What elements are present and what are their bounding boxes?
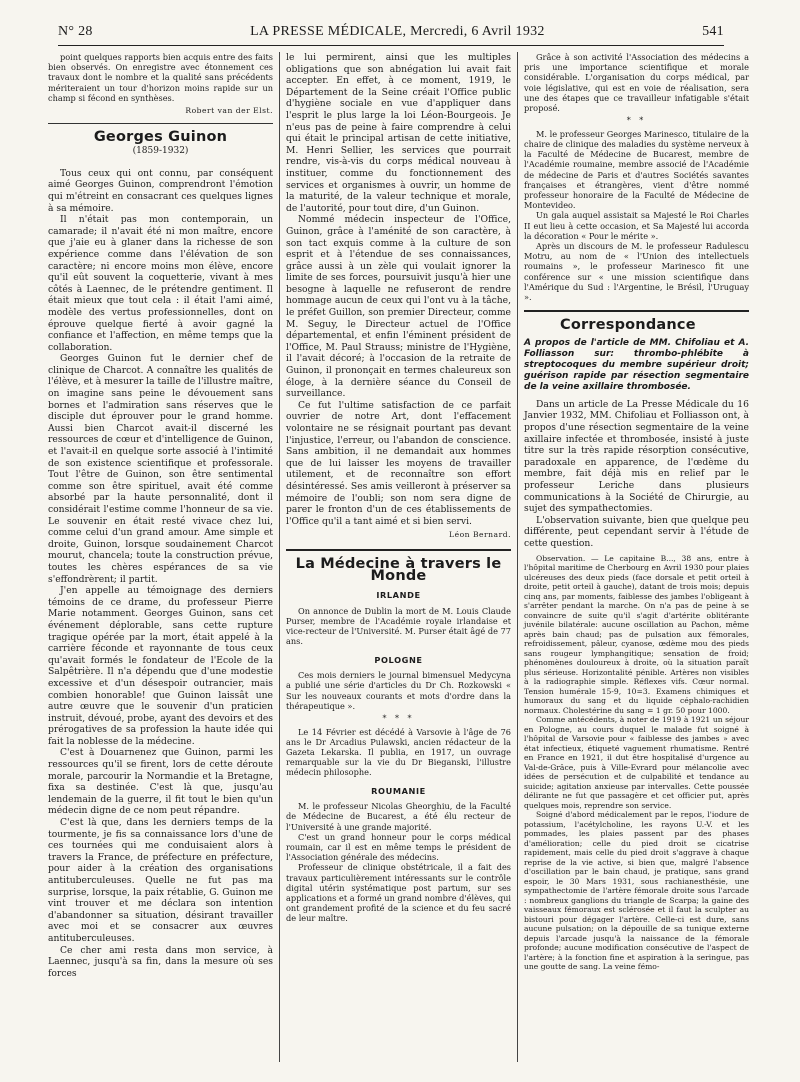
paragraph: C'est à Douarnenez que Guinon, parmi les ressources qu'il se firent, lors de cette déroute morale, parcourir la Normandie et la Bretagne, fixa sa destinée. C'est là que, jusqu'au lendemain de la guerre, il fit tout le bien qu'un médecin digne de ce nom peut répandre.: [48, 747, 273, 817]
correspondance-subject: A propos de l'article de MM. Chifoliau et A. Folliasson sur: thrombo-phlébite à streptocoques du membre supérieur droit; guérison rapide par résection segmentaire de la veine axillaire thrombosée.: [524, 337, 749, 392]
paragraph: Ce fut l'ultime satisfaction de ce parfait ouvrier de notre Art, dont l'effacement volontaire ne se résignait pourtant pas devant l'injustice, l'erreur, ou l'abandon de conscience. Sans ambition, il ne demandait aux hommes que de lui laisser les moyens de travailler utilement, et de reconnaître son effort désintéressé. Ses amis veilleront à préserver sa mémoire de l'oubli; son nom sera digne de parer le fronton d'un de ces établissements de l'Office qu'il a tant aimé et si bien servi.: [286, 399, 511, 527]
news-item: Professeur de clinique obstétricale, il a fait des travaux particulièrement intéressants sur le contrôle digital utérin systématique post partum, sur ses applications et a formé un grand nombre d'élèves, qui ont grandement profité de la science et du feu sacré de leur maître.: [286, 862, 511, 924]
issue-number: N° 28: [58, 24, 93, 39]
divider: [524, 310, 749, 312]
article-signature: Léon Bernard.: [449, 530, 511, 540]
news-item: C'est un grand honneur pour le corps médical roumain, car il est en même temps le président de l'Association générale des médecins.: [286, 831, 511, 863]
correspondance-title: Correspondance: [560, 317, 696, 334]
news-item: Grâce à son activité l'Association des médecins a pris une importance scientifique et morale considérable. L'organisation du corps médical, par voie législative, qui est en voie de réalisation, sera une des étapes que ce travailleur infatigable s'était proposé.: [524, 52, 749, 114]
observation-text: Soigné d'abord médicalement par le repos, l'iodure de potassium, l'acétylcholine, les rayons U.-V. et les pommades, les plaies passent par des phases d'amélioration; celle du pied droit se cicatrise rapidement, mais celle du pied droit s'aggrave à chaque reprise de la vie active, si bien que, malgré l'absence d'oscillation par le bain chaud, je pratique, sans grand espoir, le 30 Mars 1931, sous rachianesthésie, une sympathectomie de l'artère fémorale droite sous l'arcade : nombreux ganglions du triangle de Scarpa; la gaine des vaisseaux fémoraux est sclérosée et il faut la sculpter au bistouri pour dégager l'artère. Celle-ci est dure, sans aucune pulsation; on la dépouille de sa tunique externe depuis l'arcade jusqu'à la naissance de la fémorale profonde; aucune modification consécutive de l'aspect de l'artère; à la fonction fine et aspiration à la seringue, pas une goutte de sang. La veine fémo-: [524, 810, 749, 972]
article-dates: (1859-1932): [132, 146, 189, 157]
intro-text: point quelques rapports bien acquis entre des faits bien observés. On enregistre avec étonnement ces travaux dont le nombre et la qualité sans précédents mériteraient un tour d'horizon moins rapide sur un champ si fécond en synthèses.: [48, 52, 273, 103]
page-number: 541: [702, 24, 724, 39]
country-heading-roumanie: ROUMANIE: [371, 785, 426, 796]
running-header: [58, 20, 724, 44]
paragraph: Ce cher ami resta dans mon service, à Laennec, jusqu'à sa fin, dans la mesure où ses forces: [48, 944, 273, 979]
paragraph: C'est là que, dans les derniers temps de la tourmente, je fis sa connaissance lors d'une de ces tournées qui me conduisaient alors à travers la France, de préfecture en préfecture, pour aider à la création des organisations antituberculeuses. Quelle ne fut pas ma surprise, lorsque, la paix rétablie, G. Guinon me vint trouver et me déclara son intention d'abandonner sa situation, désirant travailler avec moi et se consacrer aux œuvres antituberculeuses.: [48, 817, 273, 944]
paragraph: Il n'était pas mon contemporain, un camarade; il n'avait été ni mon maître, encore que j'aie eu à glaner dans la richesse de son expérience comme dans l'élévation de son caractère; ni encore moins mon élève, encore qu'il eût souvent la coquetterie, vivant à mes côtés à Laennec, de le prétendre gentiment. Il était mieux que tout cela : il était l'ami aimé, modèle des vertus professionnelles, dont on éprouve quelque fierté à avoir gagné la confiance et l'affection, en même temps que la collaboration.: [48, 214, 273, 353]
divider: [48, 123, 273, 124]
paragraph: L'observation suivante, bien que quelque peu différente, peut cependant servir à l'étude de cette question.: [524, 514, 749, 549]
paragraph: le lui permirent, ainsi que les multiples obligations que son abnégation lui avait fait accepter. En effet, à ce moment, 1919, le Département de la Seine créait l'Office public d'hygiène sociale en vue d'appliquer dans l'esprit le plus large la loi Léon-Bourgeois. Je n'eus pas de peine à faire comprendre à celui qui était le principal artisan de cette initiative, M. Henri Sellier, les services que pourrait rendre, vis-à-vis du corps médical nouveau à instituer, comme du fonctionnement des services et organismes à ouvrir, un homme de la maturité, de la valeur technique et morale, de l'autorité, pour tout dire, d'un Guinon.: [286, 52, 511, 214]
column-divider-2: [517, 52, 518, 1062]
observation-text: Comme antécédents, à noter de 1919 à 1921 un séjour en Pologne, au cours duquel le malade fut soigné à l'hôpital de Varsovie pour « faiblesse des jambes » avec état infectieux, étiqueté vaguement rhumatisme. Rentré en France en 1921, il dut être hospitalisé d'urgence au Val-de-Grâce, puis à Ville-Evrard pour mélancolie avec idées de persécution et de culpabilité et tendance au suicide; agitation anxieuse par intervalles. Cette poussée délirante ne fut que passagère et cet officier put, après quelques mois, reprendre son service.: [524, 715, 749, 810]
paragraph: J'en appelle au témoignage des derniers témoins de ce drame, du professeur Pierre Marie notamment. Georges Guinon, sans cet événement déplorable, sans cette rupture tragique opérée par la mort, était appelé à la carrière féconde et rayonnante de tous ceux qu'avait formés le fondateur de l'Ecole de la Salpêtrière. Il n'a dépendu que d'une modestie excessive et d'un désespoir outrancier, mais combien honorable! que Guinon laissât une autre œuvre que le souvenir d'un praticien instruit, dévoué, probe, ayant des devoirs et des prérogatives de sa profession la haute idée qui fait la noblesse de la médecine.: [48, 585, 273, 747]
column-1: [48, 52, 273, 979]
news-item: Après un discours de M. le professeur Radulescu Motru, au nom de « l'Union des intellectuels roumains », le professeur Marinesco fit une conférence sur « une mission scientifique dans l'Amérique du Sud : l'Argentine, le Brésil, l'Uruguay ».: [524, 241, 749, 303]
paragraph: Dans un article de La Presse Médicale du 16 Janvier 1932, MM. Chifoliau et Folliasson ont, à propos d'une résection segmentaire de la veine axillaire infectée et thrombosée, insisté à juste titre sur la très rapide résorption consécutive, paradoxale en apparence, de l'œdème du membre, fait déjà mis en relief par le professeur Leriche dans plusieurs communications à la Société de Chirurgie, au sujet des sympathectomies.: [524, 398, 749, 515]
intro-signature: Robert van der Elst.: [185, 106, 273, 116]
news-item: Le 14 Février est décédé à Varsovie à l'âge de 76 ans le Dr Arcadius Pulawski, ancien rédacteur de la Gazeta Lekarska. Il publia, en 1917, un ouvrage remarquable sur la vie du Dr Bieganski, l'illustre médecin philosophe.: [286, 726, 511, 778]
section-title: La Médecine à travers le Monde: [295, 555, 502, 584]
column-2: [286, 52, 511, 924]
country-heading-pologne: POLOGNE: [374, 654, 423, 665]
separator-stars: * *: [626, 116, 647, 126]
separator-stars: * * *: [382, 713, 415, 723]
divider: [286, 549, 511, 551]
news-item: M. le professeur Georges Marinesco, titulaire de la chaire de clinique des maladies du système nerveux à la Faculté de Médecine de Bucarest, membre de l'Académie roumaine, membre associé de l'Académie de médecine de Paris et d'autres Sociétés savantes françaises et étrangères, vient d'être nommé professeur honoraire de la Faculté de Médecine de Montevideo.: [524, 128, 749, 211]
news-item: Ces mois derniers le journal bimensuel Medycyna a publié une série d'articles du Dr Ch. Rozkowski « Sur les nouveaux courants et mots d'ordre dans la thérapeutique ».: [286, 670, 511, 711]
column-divider-1: [279, 52, 280, 1062]
article-title: Georges Guinon: [93, 128, 228, 145]
observation-text: Observation. — Le capitaine B..., 38 ans, entre à l'hôpital maritime de Cherbourg en Avril 1930 pour plaies ulcéreuses des deux pieds (face dorsale et petit orteil à droite, petit orteil à gauche), datant de trois mois; depuis cinq ans, par moments, faiblesse des jambes l'obligeant à s'arrêter pendant la marche. On n'a pas de peine à se convaincre de suite qu'il s'agit d'artérite oblitérante juvénile bilatérale: aucune oscillation au Pachon, même après bain chaud; pas de pulsation aux fémorales, refroidissement, pâleur, cyanose, œdème mou des pieds sans rougeur lymphangitique; sensation de froid; phénomènes douloureux à droite, où la situation paraît plus sérieuse. Horizontalité pénible. Artères non visibles à la radiographie simple. Réflexes vifs. Cœur normal. Tension humérale 15-9, 10=3. Examens chimiques et humoraux du sang et du liquide céphalo-rachidien normaux. Cholestérine du sang = 1 gr. 50 pour 1000.: [524, 553, 749, 715]
country-heading-irlande: IRLANDE: [376, 590, 421, 601]
news-item: M. le professeur Nicolas Gheorghiu, de la Faculté de Médecine de Bucarest, a été élu recteur de l'Université à une grande majorité.: [286, 801, 511, 832]
paragraph: Georges Guinon fut le dernier chef de clinique de Charcot. A connaître les qualités de l'élève, et à mesurer la taille de l'illustre maître, on imagine sans peine le dévouement sans bornes et l'admiration sans réserves que le disciple dut éprouver pour le grand homme. Aussi bien Charcot avait-il discerné les ressources de cœur et d'intelligence de Guinon, et l'avait-il en quelque sorte associé à l'intimité de son existence scientifique et professorale. Tout l'être de Guinon, son être sentimental comme son être spirituel, avait été comme absorbé par la haute personnalité, dont il considérait l'estime comme l'honneur de sa vie. Le souvenir en était resté vivace chez lui, comme celui d'un grand amour. Ame simple et droite, Guinon, lorsque soudainement Charcot mourut, chancela; toute la construction prévue, toutes les chères espérances de sa vie s'effondrèrent; il partit.: [48, 353, 273, 585]
news-item: Un gala auquel assistait sa Majesté le Roi Charles II eut lieu à cette occasion, et Sa Majesté lui accorda la décoration « Pour le mérite ».: [524, 210, 749, 241]
paragraph: Tous ceux qui ont connu, par conséquent aimé Georges Guinon, comprendront l'émotion qui m'étreint en consacrant ces quelques lignes à sa mémoire.: [48, 167, 273, 214]
paragraph: Nommé médecin inspecteur de l'Office, Guinon, grâce à l'aménité de son caractère, à son tact exquis comme à la culture de son esprit et à l'étendue de ses connaissances, grâce aussi à un zèle qui voulait ignorer la limite de ses forces, poursuivit jusqu'à hier une besogne à laquelle ne refuseront de rendre hommage aucun de ceux qui l'ont vu à la tâche, le préfet Guillon, son premier Directeur, comme M. Seguy, le Directeur actuel de l'Office départemental, et enfin l'éminent président de l'Office, M. Paul Strauss; ministre de l'Hygiène, il l'avait décoré; à l'occasion de la retraite de Guinon, il prononçait en termes chaleureux son éloge, à la dernière séance du Conseil de surveillance.: [286, 214, 511, 400]
header-rule: [58, 45, 724, 46]
column-3: [524, 52, 749, 972]
news-item: On annonce de Dublin la mort de M. Louis Claude Purser, membre de l'Académie royale irlandaise et vice-recteur de l'Université. M. Purser était âgé de 77 ans.: [286, 605, 511, 647]
journal-title: LA PRESSE MÉDICALE, Mercredi, 6 Avril 1932: [250, 24, 545, 39]
